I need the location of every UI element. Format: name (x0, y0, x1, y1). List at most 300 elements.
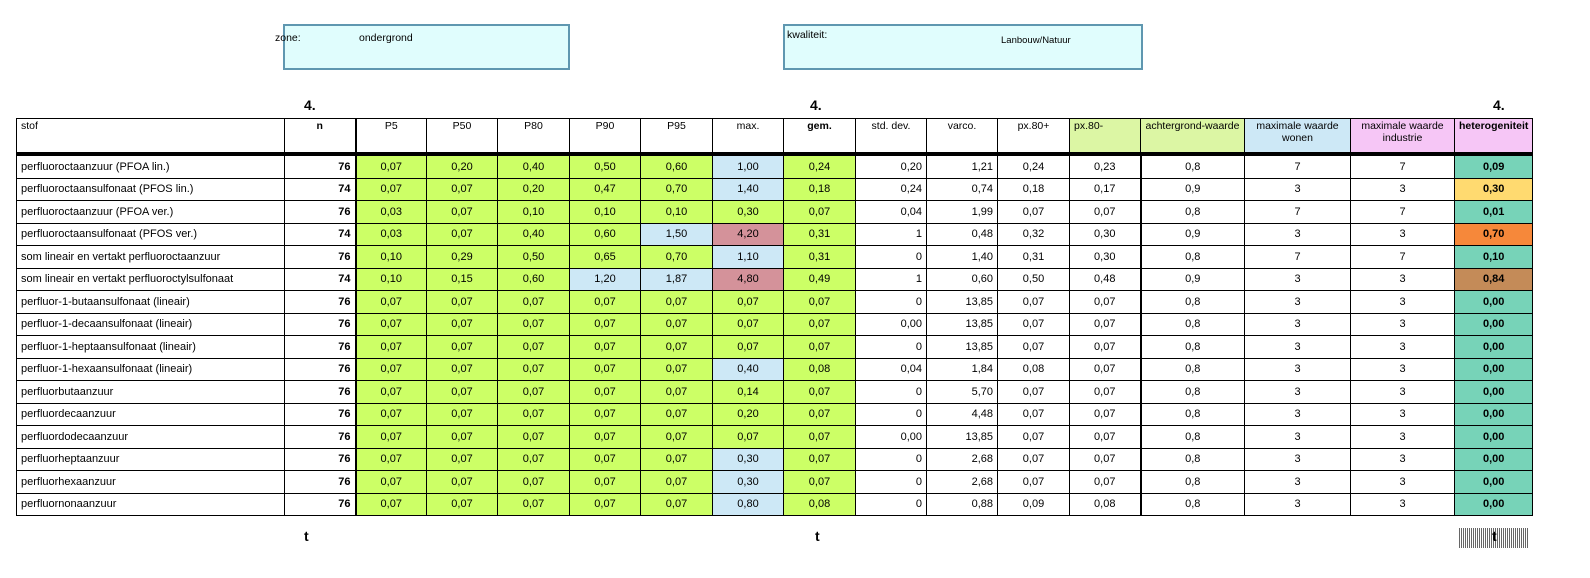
cell-px80min: 0,07 (1070, 403, 1141, 426)
cell-p5: 0,07 (356, 291, 427, 314)
cell-p5: 0,07 (356, 178, 427, 201)
cell-achtergrond: 0,9 (1141, 178, 1245, 201)
cell-gem: 0,24 (784, 154, 856, 178)
cell-p80: 0,40 (498, 154, 570, 178)
cell-n: 74 (285, 268, 356, 291)
marker-top-left: 4. (304, 97, 316, 113)
cell-n: 76 (285, 471, 356, 494)
cell-max: 0,07 (713, 426, 784, 449)
cell-std: 0,00 (856, 426, 927, 449)
cell-stof: perfluorheptaanzuur (17, 448, 285, 471)
cell-varco: 1,84 (927, 358, 998, 381)
cell-stof: perfluordodecaanzuur (17, 426, 285, 449)
cell-p80: 0,40 (498, 223, 570, 246)
cell-p95: 0,70 (641, 178, 713, 201)
cell-px80min: 0,07 (1070, 201, 1141, 224)
cell-p95: 0,07 (641, 336, 713, 359)
cell-heterogeniteit: 0,00 (1455, 403, 1533, 426)
cell-max: 0,14 (713, 381, 784, 404)
cell-p95: 0,07 (641, 448, 713, 471)
cell-achtergrond: 0,8 (1141, 426, 1245, 449)
cell-px80min: 0,07 (1070, 426, 1141, 449)
cell-p5: 0,10 (356, 268, 427, 291)
cell-px80min: 0,07 (1070, 336, 1141, 359)
cell-px80min: 0,07 (1070, 291, 1141, 314)
marker-top-mid: 4. (810, 97, 822, 113)
cell-varco: 0,88 (927, 493, 998, 516)
cell-industrie: 3 (1351, 223, 1455, 246)
cell-gem: 0,07 (784, 313, 856, 336)
header-gem: gem. (784, 119, 856, 155)
cell-std: 0 (856, 471, 927, 494)
cell-stof: perfluor-1-butaansulfonaat (lineair) (17, 291, 285, 314)
cell-p80: 0,07 (498, 358, 570, 381)
cell-px80plus: 0,07 (998, 471, 1070, 494)
cell-n: 76 (285, 448, 356, 471)
cell-heterogeniteit: 0,70 (1455, 223, 1533, 246)
header-stof: stof (17, 119, 285, 155)
zone-value[interactable]: ondergrond (359, 32, 413, 44)
cell-heterogeniteit: 0,30 (1455, 178, 1533, 201)
cell-p95: 0,10 (641, 201, 713, 224)
cell-wonen: 7 (1245, 154, 1351, 178)
cell-p95: 1,87 (641, 268, 713, 291)
cell-wonen: 3 (1245, 178, 1351, 201)
cell-achtergrond: 0,8 (1141, 313, 1245, 336)
cell-p80: 0,07 (498, 403, 570, 426)
cell-px80min: 0,30 (1070, 246, 1141, 269)
cell-heterogeniteit: 0,09 (1455, 154, 1533, 178)
cell-wonen: 3 (1245, 358, 1351, 381)
cell-px80min: 0,48 (1070, 268, 1141, 291)
cell-achtergrond: 0,8 (1141, 471, 1245, 494)
zone-label: zone: (275, 32, 301, 44)
cell-wonen: 3 (1245, 448, 1351, 471)
cell-n: 74 (285, 223, 356, 246)
cell-max: 0,30 (713, 471, 784, 494)
header-varco: varco. (927, 119, 998, 155)
cell-std: 0,00 (856, 313, 927, 336)
cell-px80min: 0,07 (1070, 381, 1141, 404)
cell-stof: perfluor-1-heptaansulfonaat (lineair) (17, 336, 285, 359)
cell-n: 76 (285, 291, 356, 314)
cell-stof: perfluor-1-hexaansulfonaat (lineair) (17, 358, 285, 381)
cell-max: 0,07 (713, 313, 784, 336)
cell-industrie: 3 (1351, 403, 1455, 426)
cell-px80plus: 0,07 (998, 448, 1070, 471)
cell-gem: 0,07 (784, 403, 856, 426)
header-industrie: maximale waarde industrie (1351, 119, 1455, 155)
cell-industrie: 3 (1351, 313, 1455, 336)
cell-achtergrond: 0,8 (1141, 154, 1245, 178)
cell-wonen: 7 (1245, 201, 1351, 224)
cell-p80: 0,07 (498, 313, 570, 336)
cell-gem: 0,07 (784, 291, 856, 314)
zone-box (275, 24, 570, 70)
cell-heterogeniteit: 0,00 (1455, 291, 1533, 314)
cell-p95: 0,07 (641, 381, 713, 404)
cell-n: 74 (285, 178, 356, 201)
cell-wonen: 3 (1245, 403, 1351, 426)
cell-industrie: 7 (1351, 201, 1455, 224)
cell-px80plus: 0,07 (998, 426, 1070, 449)
cell-p80: 0,07 (498, 381, 570, 404)
header-px80plus: px.80+ (998, 119, 1070, 155)
cell-p95: 0,07 (641, 313, 713, 336)
cell-heterogeniteit: 0,00 (1455, 493, 1533, 516)
quality-box (783, 24, 1143, 70)
cell-p50: 0,07 (427, 336, 498, 359)
cell-max: 4,20 (713, 223, 784, 246)
cell-px80plus: 0,07 (998, 336, 1070, 359)
cell-stof: perfluor-1-decaansulfonaat (lineair) (17, 313, 285, 336)
cell-gem: 0,07 (784, 201, 856, 224)
table-row (17, 223, 1533, 246)
cell-p90: 0,07 (570, 493, 641, 516)
cell-px80plus: 0,07 (998, 381, 1070, 404)
cell-n: 76 (285, 336, 356, 359)
cell-achtergrond: 0,9 (1141, 268, 1245, 291)
cell-p50: 0,07 (427, 178, 498, 201)
cell-wonen: 3 (1245, 313, 1351, 336)
cell-p50: 0,07 (427, 358, 498, 381)
cell-varco: 13,85 (927, 291, 998, 314)
cell-p5: 0,07 (356, 493, 427, 516)
cell-p90: 0,07 (570, 426, 641, 449)
cell-achtergrond: 0,8 (1141, 291, 1245, 314)
table-row (17, 358, 1533, 381)
table-row (17, 403, 1533, 426)
cell-wonen: 3 (1245, 223, 1351, 246)
header-p50: P50 (427, 119, 498, 155)
header-p80: P80 (498, 119, 570, 155)
cell-p90: 0,07 (570, 403, 641, 426)
cell-industrie: 3 (1351, 358, 1455, 381)
cell-p50: 0,20 (427, 154, 498, 178)
cell-achtergrond: 0,8 (1141, 201, 1245, 224)
header-max: max. (713, 119, 784, 155)
cell-varco: 0,74 (927, 178, 998, 201)
cell-p50: 0,07 (427, 403, 498, 426)
marker-top-right: 4. (1493, 97, 1505, 113)
cell-std: 0 (856, 448, 927, 471)
cell-p5: 0,07 (356, 448, 427, 471)
table-row (17, 246, 1533, 269)
cell-industrie: 7 (1351, 154, 1455, 178)
cell-gem: 0,07 (784, 426, 856, 449)
cell-gem: 0,31 (784, 223, 856, 246)
header-p95: P95 (641, 119, 713, 155)
cell-p5: 0,07 (356, 403, 427, 426)
cell-varco: 1,21 (927, 154, 998, 178)
cell-gem: 0,08 (784, 493, 856, 516)
cell-p5: 0,10 (356, 246, 427, 269)
cell-heterogeniteit: 0,00 (1455, 313, 1533, 336)
cell-n: 76 (285, 493, 356, 516)
cell-p50: 0,07 (427, 291, 498, 314)
table-row (17, 313, 1533, 336)
cell-p90: 0,07 (570, 313, 641, 336)
cell-px80plus: 0,24 (998, 154, 1070, 178)
cell-p50: 0,15 (427, 268, 498, 291)
cell-p5: 0,07 (356, 471, 427, 494)
cell-max: 1,00 (713, 154, 784, 178)
cell-stof: perfluoroctaanzuur (PFOA ver.) (17, 201, 285, 224)
cell-heterogeniteit: 0,00 (1455, 471, 1533, 494)
cell-wonen: 3 (1245, 291, 1351, 314)
cell-wonen: 3 (1245, 426, 1351, 449)
cell-gem: 0,07 (784, 381, 856, 404)
cell-gem: 0,31 (784, 246, 856, 269)
cell-stof: som lineair en vertakt perfluoroctylsulfonaat (17, 268, 285, 291)
cell-industrie: 3 (1351, 291, 1455, 314)
cell-heterogeniteit: 0,10 (1455, 246, 1533, 269)
cell-max: 0,20 (713, 403, 784, 426)
cell-varco: 13,85 (927, 336, 998, 359)
header-px80min: px.80- (1070, 119, 1141, 155)
table-row (17, 448, 1533, 471)
cell-achtergrond: 0,8 (1141, 493, 1245, 516)
cell-max: 0,07 (713, 291, 784, 314)
cell-gem: 0,07 (784, 448, 856, 471)
cell-gem: 0,18 (784, 178, 856, 201)
cell-px80plus: 0,09 (998, 493, 1070, 516)
table-row (17, 426, 1533, 449)
cell-heterogeniteit: 0,00 (1455, 426, 1533, 449)
header-wonen: maximale waarde wonen (1245, 119, 1351, 155)
cell-max: 1,10 (713, 246, 784, 269)
cell-p95: 0,07 (641, 403, 713, 426)
cell-std: 0 (856, 403, 927, 426)
cell-n: 76 (285, 246, 356, 269)
cell-std: 0 (856, 246, 927, 269)
cell-p5: 0,07 (356, 358, 427, 381)
cell-achtergrond: 0,8 (1141, 246, 1245, 269)
header-n: n (285, 119, 356, 155)
cell-n: 76 (285, 426, 356, 449)
cell-p80: 0,60 (498, 268, 570, 291)
cell-max: 0,80 (713, 493, 784, 516)
cell-p95: 0,07 (641, 358, 713, 381)
cell-p5: 0,03 (356, 223, 427, 246)
cell-heterogeniteit: 0,84 (1455, 268, 1533, 291)
cell-heterogeniteit: 0,00 (1455, 358, 1533, 381)
cell-p95: 0,70 (641, 246, 713, 269)
cell-varco: 0,48 (927, 223, 998, 246)
cell-p50: 0,29 (427, 246, 498, 269)
cell-p90: 0,10 (570, 201, 641, 224)
cell-max: 0,30 (713, 448, 784, 471)
cell-gem: 0,07 (784, 336, 856, 359)
marker-bottom-right: t (1492, 528, 1497, 544)
cell-px80plus: 0,50 (998, 268, 1070, 291)
cell-max: 4,80 (713, 268, 784, 291)
header-achtergrond: achtergrond-waarde (1141, 119, 1245, 155)
cell-px80min: 0,30 (1070, 223, 1141, 246)
table-row (17, 178, 1533, 201)
data-table (16, 118, 1533, 516)
cell-px80plus: 0,18 (998, 178, 1070, 201)
cell-max: 0,40 (713, 358, 784, 381)
cell-varco: 13,85 (927, 426, 998, 449)
cell-n: 76 (285, 403, 356, 426)
table-row (17, 381, 1533, 404)
cell-p80: 0,07 (498, 448, 570, 471)
cell-std: 0 (856, 381, 927, 404)
table-row (17, 201, 1533, 224)
cell-px80plus: 0,07 (998, 291, 1070, 314)
cell-heterogeniteit: 0,00 (1455, 448, 1533, 471)
cell-industrie: 3 (1351, 336, 1455, 359)
cell-px80plus: 0,07 (998, 201, 1070, 224)
cell-achtergrond: 0,8 (1141, 403, 1245, 426)
cell-p90: 0,60 (570, 223, 641, 246)
cell-varco: 2,68 (927, 448, 998, 471)
header-row (17, 119, 1533, 155)
table-row (17, 291, 1533, 314)
cell-px80plus: 0,07 (998, 403, 1070, 426)
cell-px80plus: 0,32 (998, 223, 1070, 246)
cell-p5: 0,07 (356, 336, 427, 359)
cell-industrie: 3 (1351, 268, 1455, 291)
cell-stof: som lineair en vertakt perfluoroctaanzuur (17, 246, 285, 269)
cell-wonen: 3 (1245, 493, 1351, 516)
cell-achtergrond: 0,8 (1141, 358, 1245, 381)
cell-n: 76 (285, 201, 356, 224)
cell-p90: 0,07 (570, 291, 641, 314)
cell-p50: 0,07 (427, 493, 498, 516)
cell-p50: 0,07 (427, 381, 498, 404)
cell-p90: 0,07 (570, 448, 641, 471)
cell-p95: 0,07 (641, 493, 713, 516)
cell-p50: 0,07 (427, 471, 498, 494)
header-std: std. dev. (856, 119, 927, 155)
cell-max: 0,07 (713, 336, 784, 359)
cell-p50: 0,07 (427, 201, 498, 224)
marker-bottom-mid: t (815, 528, 820, 544)
cell-n: 76 (285, 154, 356, 178)
cell-stof: perfluornonaanzuur (17, 493, 285, 516)
cell-p90: 0,07 (570, 358, 641, 381)
cell-px80min: 0,07 (1070, 313, 1141, 336)
cell-std: 0 (856, 336, 927, 359)
cell-p90: 0,07 (570, 336, 641, 359)
cell-p50: 0,07 (427, 426, 498, 449)
cell-p80: 0,07 (498, 493, 570, 516)
cell-stof: perfluoroctaansulfonaat (PFOS lin.) (17, 178, 285, 201)
cell-p80: 0,07 (498, 471, 570, 494)
cell-wonen: 3 (1245, 471, 1351, 494)
cell-wonen: 3 (1245, 268, 1351, 291)
header-heterogeniteit: heterogeniteit (1455, 119, 1533, 155)
cell-p5: 0,07 (356, 381, 427, 404)
cell-px80min: 0,07 (1070, 448, 1141, 471)
cell-px80min: 0,07 (1070, 471, 1141, 494)
cell-std: 0,20 (856, 154, 927, 178)
cell-achtergrond: 0,8 (1141, 381, 1245, 404)
cell-stof: perfluorhexaanzuur (17, 471, 285, 494)
cell-p50: 0,07 (427, 448, 498, 471)
cell-industrie: 7 (1351, 246, 1455, 269)
cell-p5: 0,07 (356, 426, 427, 449)
cell-std: 0,04 (856, 358, 927, 381)
quality-value[interactable]: Lanbouw/Natuur (1001, 35, 1071, 46)
cell-std: 0 (856, 493, 927, 516)
cell-stof: perfluorbutaanzuur (17, 381, 285, 404)
cell-gem: 0,07 (784, 471, 856, 494)
cell-std: 1 (856, 223, 927, 246)
cell-n: 76 (285, 358, 356, 381)
cell-p5: 0,07 (356, 154, 427, 178)
cell-p95: 0,07 (641, 471, 713, 494)
cell-heterogeniteit: 0,01 (1455, 201, 1533, 224)
cell-n: 76 (285, 313, 356, 336)
cell-p80: 0,07 (498, 336, 570, 359)
cell-gem: 0,49 (784, 268, 856, 291)
cell-p80: 0,50 (498, 246, 570, 269)
cell-p80: 0,10 (498, 201, 570, 224)
cell-industrie: 3 (1351, 448, 1455, 471)
header-p90: P90 (570, 119, 641, 155)
cell-industrie: 3 (1351, 426, 1455, 449)
table-row (17, 471, 1533, 494)
cell-stof: perfluoroctaanzuur (PFOA lin.) (17, 154, 285, 178)
cell-p90: 0,50 (570, 154, 641, 178)
cell-gem: 0,08 (784, 358, 856, 381)
cell-varco: 5,70 (927, 381, 998, 404)
cell-px80min: 0,23 (1070, 154, 1141, 178)
cell-achtergrond: 0,9 (1141, 223, 1245, 246)
cell-p95: 1,50 (641, 223, 713, 246)
cell-stof: perfluoroctaansulfonaat (PFOS ver.) (17, 223, 285, 246)
cell-px80plus: 0,07 (998, 313, 1070, 336)
cell-p90: 0,07 (570, 471, 641, 494)
marker-bottom-left: t (304, 528, 309, 544)
cell-achtergrond: 0,8 (1141, 448, 1245, 471)
cell-industrie: 3 (1351, 471, 1455, 494)
cell-std: 0,04 (856, 201, 927, 224)
cell-p95: 0,60 (641, 154, 713, 178)
cell-p90: 0,65 (570, 246, 641, 269)
table-row (17, 493, 1533, 516)
table-row (17, 268, 1533, 291)
cell-industrie: 3 (1351, 493, 1455, 516)
header-p5: P5 (356, 119, 427, 155)
cell-std: 0 (856, 291, 927, 314)
cell-varco: 2,68 (927, 471, 998, 494)
cell-px80min: 0,08 (1070, 493, 1141, 516)
cell-p50: 0,07 (427, 223, 498, 246)
cell-industrie: 3 (1351, 178, 1455, 201)
cell-p95: 0,07 (641, 291, 713, 314)
cell-wonen: 3 (1245, 381, 1351, 404)
cell-achtergrond: 0,8 (1141, 336, 1245, 359)
cell-varco: 1,40 (927, 246, 998, 269)
cell-std: 1 (856, 268, 927, 291)
cell-p80: 0,07 (498, 426, 570, 449)
cell-p90: 1,20 (570, 268, 641, 291)
cell-px80min: 0,07 (1070, 358, 1141, 381)
cell-p50: 0,07 (427, 313, 498, 336)
cell-px80plus: 0,31 (998, 246, 1070, 269)
cell-px80min: 0,17 (1070, 178, 1141, 201)
cell-p95: 0,07 (641, 426, 713, 449)
table-row (17, 336, 1533, 359)
cell-varco: 0,60 (927, 268, 998, 291)
cell-heterogeniteit: 0,00 (1455, 336, 1533, 359)
cell-std: 0,24 (856, 178, 927, 201)
cell-industrie: 3 (1351, 381, 1455, 404)
